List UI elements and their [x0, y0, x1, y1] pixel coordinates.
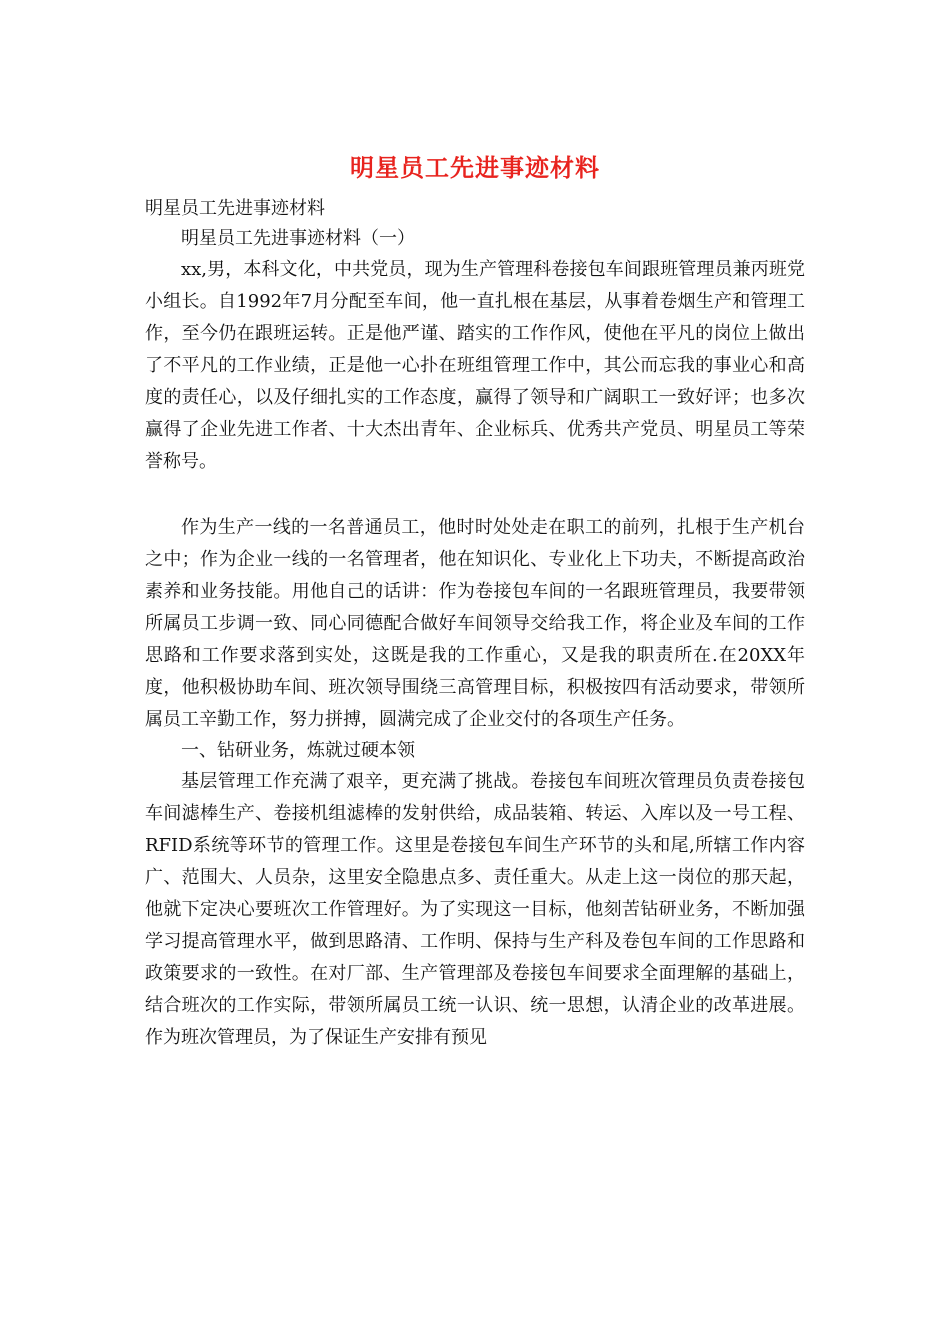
paragraph-2: 作为生产一线的一名普通员工，他时时处处走在职工的前列，扎根于生产机台之中；作为企业一线的一名管理者，他在知识化、专业化上下功夫，不断提高政治素养和业务技能。用他自己的话讲：作为卷接包车间的一名跟班管理员，我要带领所属员工步调一致、同心同德配合做好车间领导交给我工作，将企业及车间的工作思路和工作要求落到实处，这既是我的工作重心，又是我的职责所在.在20XX年度，他积极协助车间、班次领导围绕三高管理目标，积极按四有活动要求，带领所属员工辛勤工作，努力拼搏，圆满完成了企业交付的各项生产任务。	[145, 517, 805, 730]
document-subheading: 明星员工先进事迹材料（一）	[181, 228, 415, 249]
paragraph-1: xx,男，本科文化，中共党员，现为生产管理科卷接包车间跟班管理员兼丙班党小组长。自1992年7月分配至车间，他一直扎根在基层，从事着卷烟生产和管理工作，至今仍在跟班运转。正是他严谨、踏实的工作作风，使他在平凡的岗位上做出了不平凡的工作业绩，正是他一心扑在班组管理工作中，其公而忘我的事业心和高度的责任心，以及仔细扎实的工作态度，赢得了领导和广阔职工一致好评；也多次赢得了企业先进工作者、十大杰出青年、企业标兵、优秀共产党员、明星员工等荣誉称号。	[145, 259, 805, 472]
document-heading: 明星员工先进事迹材料	[145, 198, 325, 219]
section-1-title: 一、钻研业务，炼就过硬本领	[181, 740, 415, 761]
document-page	[145, 148, 805, 1054]
document-title: 明星员工先进事迹材料	[350, 153, 600, 182]
paragraph-gap	[145, 478, 805, 512]
section-1-paragraph: 基层管理工作充满了艰辛，更充满了挑战。卷接包车间班次管理员负责卷接包车间滤棒生产、卷接机组滤棒的发射供给，成品装箱、转运、入库以及一号工程、RFID系统等环节的管理工作。这里是卷接包车间生产环节的头和尾,所辖工作内容广、范围大、人员杂，这里安全隐患点多、责任重大。从走上这一岗位的那天起，他就下定决心要班次工作管理好。为了实现这一目标，他刻苦钻研业务，不断加强学习提高管理水平，做到思路清、工作明、保持与生产科及卷包车间的工作思路和政策要求的一致性。在对厂部、生产管理部及卷接包车间要求全面理解的基础上，结合班次的工作实际，带领所属员工统一认识、统一思想，认清企业的改革进展。作为班次管理员，为了保证生产安排有预见	[145, 771, 805, 1048]
